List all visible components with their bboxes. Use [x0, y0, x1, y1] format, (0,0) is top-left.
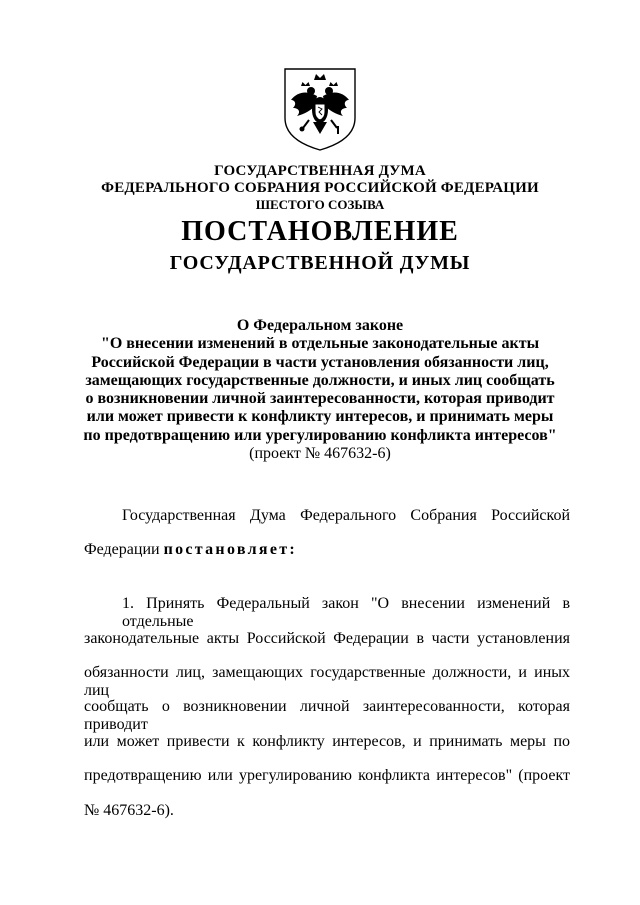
- item1-line: 1. Принять Федеральный закон "О внесении изменений в отдельные: [122, 595, 570, 630]
- decree-verb: постановляет:: [163, 541, 298, 558]
- document-type: ПОСТАНОВЛЕНИЕ: [181, 216, 459, 247]
- subject-line: О Федеральном законе: [236, 317, 404, 334]
- project-number: (проект № 467632-6): [249, 445, 391, 463]
- document-issuer: ГОСУДАРСТВЕННОЙ ДУМЫ: [169, 252, 471, 274]
- item1-line: сообщать о возникновении личной заинтересованности, которая приводит: [84, 698, 570, 733]
- subject-line: замещающих государственные должности, и иных лиц сообщать: [85, 371, 555, 389]
- item1-line-last: № 467632-6).: [84, 802, 174, 819]
- item1-line: обязанности лиц, замещающих государственные должности, и иных лиц: [84, 664, 570, 699]
- org-name-line1: ГОСУДАРСТВЕННАЯ ДУМА: [214, 163, 426, 179]
- subject-line: о возникновении личной заинтересованности, которая приводит: [85, 390, 555, 408]
- item1-line: законодательные акты Российской Федерации в части установления: [84, 630, 570, 647]
- intro-line-1: Государственная Дума Федерального Собрания Российской: [122, 507, 570, 524]
- subject-line: или может привести к конфликту интересов, и принимать меры: [86, 408, 554, 426]
- subject-line: "О внесении изменений в отдельные законодательные акты: [100, 335, 540, 353]
- document-subject: [0, 317, 640, 463]
- item1-line: или может привести к конфликту интересов, и принимать меры по: [84, 733, 570, 750]
- item1-line: предотвращению или урегулированию конфликта интересов" (проект: [84, 767, 570, 784]
- subject-line: по предотвращению или урегулированию конфликта интересов": [83, 426, 557, 444]
- intro-line-2: [84, 541, 570, 559]
- org-name-line2: ФЕДЕРАЛЬНОГО СОБРАНИЯ РОССИЙСКОЙ ФЕДЕРАЦИИ: [101, 180, 539, 196]
- intro-federation: Федерации: [84, 541, 160, 558]
- russian-coat-of-arms-icon: [281, 66, 359, 152]
- convocation: ШЕСТОГО СОЗЫВА: [255, 197, 385, 212]
- subject-line: Российской Федерации в части установления обязанности лиц,: [91, 353, 549, 371]
